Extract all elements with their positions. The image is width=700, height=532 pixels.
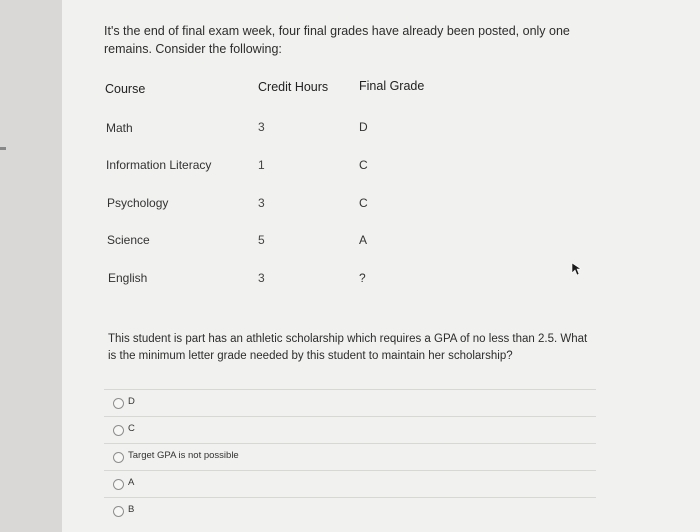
question-text: This student is part has an athletic scholarship which requires a GPA of no less than 2.5. What is the minimum letter grade needed by this student to maintain her scholarship? — [108, 333, 588, 362]
grade-cell: ? — [359, 271, 366, 285]
credit-hours-cell: 1 — [258, 158, 265, 172]
radio-button[interactable] — [113, 452, 124, 463]
option-label: D — [128, 396, 135, 407]
answer-option-a[interactable] — [104, 470, 596, 497]
answer-option-c[interactable] — [104, 416, 596, 443]
option-label: A — [128, 477, 135, 488]
radio-button[interactable] — [113, 506, 124, 517]
option-label: B — [128, 504, 135, 515]
header-credit-hours: Credit Hours — [258, 80, 329, 94]
option-label: Target GPA is not possible — [128, 450, 239, 461]
course-cell: Math — [106, 121, 133, 135]
radio-button[interactable] — [113, 479, 124, 490]
course-cell: Information Literacy — [106, 158, 212, 172]
header-final-grade: Final Grade — [359, 79, 425, 93]
question-intro: It's the end of final exam week, four final grades have already been posted, only one remains. Consider the following: — [104, 24, 570, 56]
radio-button[interactable] — [113, 425, 124, 436]
grade-cell: C — [359, 196, 368, 210]
course-cell: English — [108, 271, 148, 285]
grade-cell: D — [359, 120, 368, 134]
credit-hours-cell: 3 — [258, 120, 265, 134]
grade-cell: C — [359, 158, 368, 172]
credit-hours-cell: 5 — [258, 233, 265, 247]
credit-hours-cell: 3 — [258, 271, 265, 285]
course-cell: Psychology — [107, 196, 169, 210]
credit-hours-cell: 3 — [258, 196, 265, 210]
course-cell: Science — [107, 233, 150, 247]
answer-option-b[interactable] — [104, 497, 596, 524]
answer-option-d[interactable] — [104, 389, 596, 416]
screen-edge-mark — [0, 147, 6, 150]
option-label: C — [128, 423, 135, 434]
grade-cell: A — [359, 233, 368, 247]
header-course: Course — [105, 82, 146, 96]
radio-button[interactable] — [113, 398, 124, 409]
answer-option-not-possible[interactable] — [104, 443, 596, 470]
arrow-pointer-icon — [571, 262, 583, 276]
